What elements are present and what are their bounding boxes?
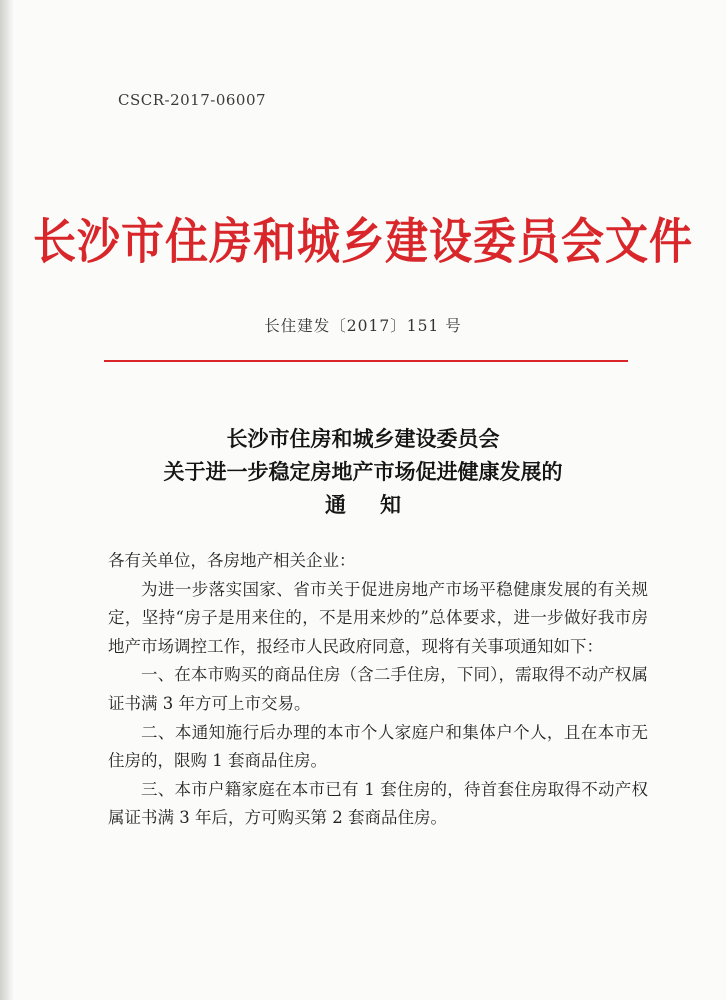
- red-masthead: 长沙市住房和城乡建设委员会文件: [33, 214, 693, 271]
- notice-title: [0, 422, 726, 521]
- title-line-2: 关于进一步稳定房地产市场促进健康发展的: [163, 459, 563, 484]
- document-code: CSCR-2017-06007: [118, 91, 267, 109]
- salutation: 各有关单位，各房地产相关企业：: [108, 551, 356, 570]
- document-number: 长住建发〔2017〕151 号: [264, 317, 462, 335]
- title-line-1: 长沙市住房和城乡建设委员会: [226, 426, 500, 451]
- paragraph-item-3: 三、本市户籍家庭在本市已有 1 套住房的，待首套住房取得不动产权属证书满 3 年后，方可购买第 2 套商品住房。: [108, 779, 648, 828]
- title-line-3: 通知: [325, 492, 435, 517]
- paragraph-item-2: 二、本通知施行后办理的本市个人家庭户和集体户个人，且在本市无住房的，限购 1 套商品住房。: [108, 722, 648, 771]
- paragraph-intro: 为进一步落实国家、省市关于促进房地产市场平稳健康发展的有关规定，坚持“房子是用来住的，不是用来炒的”总体要求，进一步做好我市房地产市场调控工作，报经市人民政府同意，现将有关事项通知如下：: [108, 579, 648, 656]
- notice-body: [108, 547, 648, 833]
- paragraph-item-1: 一、在本市购买的商品住房（含二手住房，下同），需取得不动产权属证书满 3 年方可上市交易。: [108, 665, 648, 713]
- red-divider-line: [104, 360, 628, 362]
